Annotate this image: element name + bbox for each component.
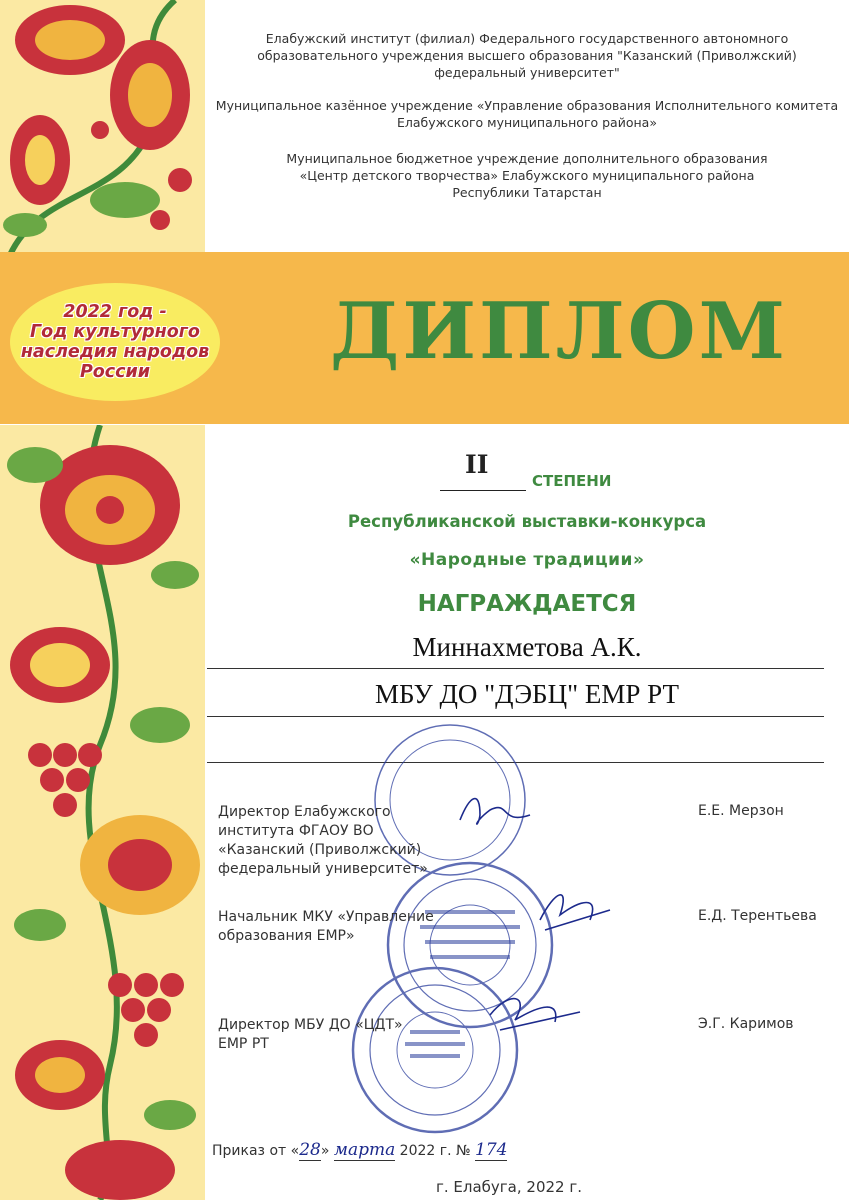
header-institution-2: Муниципальное казённое учреждение «Управление образования Исполнительного комитета Елабужского муниципального района» <box>215 98 839 130</box>
diploma-title: ДИПЛОМ <box>330 286 788 377</box>
badge-line: наследия народов <box>20 342 210 362</box>
order-prefix: Приказ от « <box>212 1143 300 1159</box>
badge-line: Год культурного <box>30 322 200 342</box>
badge-line: 2022 год - <box>63 302 167 322</box>
order-day: 28 <box>299 1140 321 1160</box>
recipient-name: Миннахметова А.К. <box>412 632 642 662</box>
degree-number: II <box>465 450 489 479</box>
year-badge <box>10 283 220 401</box>
signatory-name-2: Е.Д. Терентьева <box>698 908 817 924</box>
contest-name: «Народные традиции» <box>409 550 645 570</box>
header-institution-3: Муниципальное бюджетное учреждение дополнительного образования «Центр детского творчества» Елабужского муниципального района Республики Татарстан <box>286 151 768 200</box>
header-institution-1: Елабужский институт (филиал) Федерального государственного автономного образовательного учреждения высшего образования "Казанский (Приволжский) федеральный университет" <box>257 31 797 80</box>
handwritten-signatures <box>420 790 620 1050</box>
divider-line <box>207 668 824 669</box>
signatory-position-3: Директор МБУ ДО «ЦДТ» ЕМР РТ <box>218 1017 403 1052</box>
divider-line <box>207 716 824 717</box>
signatory-position-2: Начальник МКУ «Управление образования ЕМР» <box>218 909 434 944</box>
order-number: 174 <box>475 1140 508 1160</box>
order-year: 2022 г. № <box>395 1143 476 1159</box>
badge-line: России <box>79 362 151 382</box>
floral-ornament-bottom <box>0 425 205 1200</box>
city-date: г. Елабуга, 2022 г. <box>436 1178 583 1196</box>
signatory-name-3: Э.Г. Каримов <box>698 1016 794 1032</box>
order-line <box>212 1140 507 1160</box>
floral-ornament-top <box>0 0 205 255</box>
signatory-position-1: Директор Елабужского института ФГАОУ ВО «Казанский (Приволжский) федеральный университет» <box>218 804 428 877</box>
contest-line: Республиканской выставки-конкурса <box>347 512 707 531</box>
order-month: марта <box>333 1140 396 1160</box>
degree-word: СТЕПЕНИ <box>532 472 612 490</box>
awarded-label: НАГРАЖДАЕТСЯ <box>417 591 637 617</box>
recipient-organization: МБУ ДО "ДЭБЦ" ЕМР РТ <box>375 679 679 709</box>
signatory-name-1: Е.Е. Мерзон <box>698 803 784 819</box>
degree-underline <box>440 490 526 491</box>
order-mid: » <box>320 1143 334 1159</box>
